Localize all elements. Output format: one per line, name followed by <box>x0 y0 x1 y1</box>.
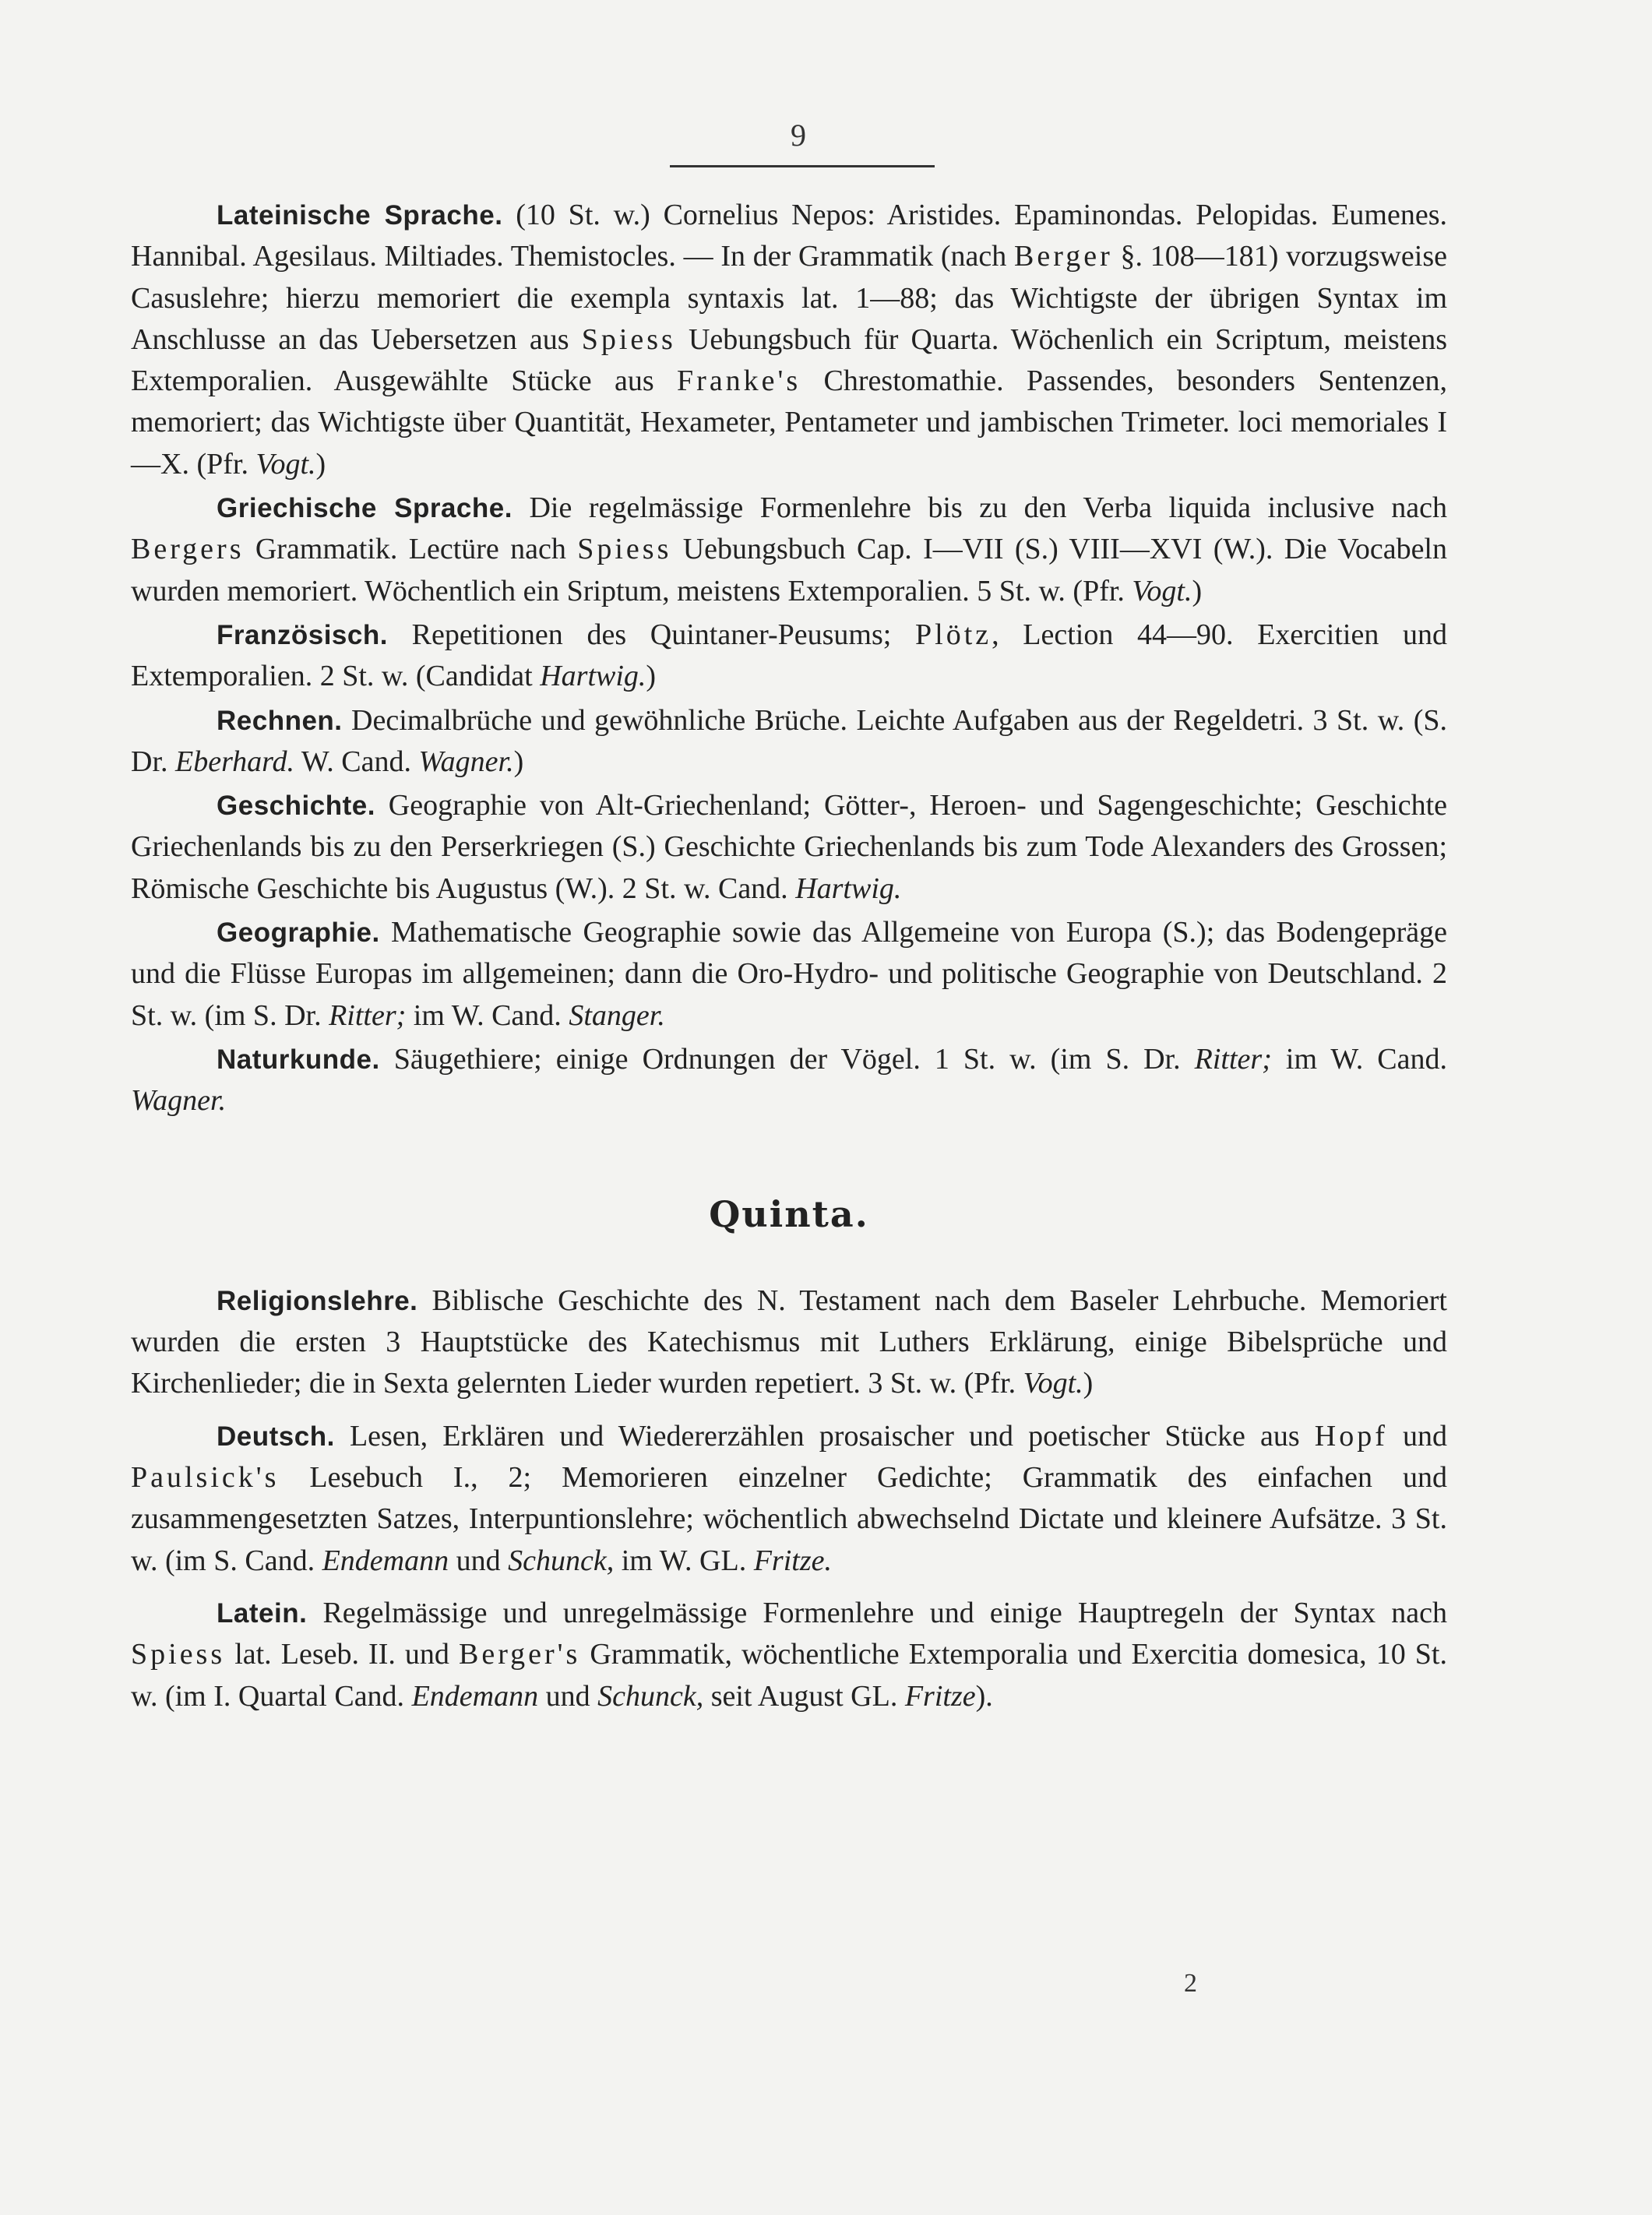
header-rule <box>670 165 935 167</box>
section-lateinische-sprache: Lateinische Sprache. (10 St. w.) Cornelius Nepos: Aristides. Epaminondas. Pelopidas. Eumenes. Hannibal. Agesilaus. Miltiades. Themistocles. — In der Grammatik (nach Berger §. 108—181) vorzugsweise Casuslehre; hierzu memoriert die exempla syntaxis lat. 1—88; das Wichtigste der übrigen Syntax im Anschlusse an das Uebersetzen aus Spiess Uebungsbuch für Quarta. Wöchenlich ein Scriptum, meistens Extemporalien. Ausgewählte Stücke aus Franke's Chrestomathie. Passendes, besonders Sentenzen, memoriert; das Wichtigste über Quantität, Hexameter, Pentameter und jambischen Trimeter. loci memoriales I—X. (Pfr. Vogt.) <box>131 199 1448 481</box>
subject-heading: Naturkunde. <box>217 1044 380 1075</box>
signature-mark: 2 <box>1184 1969 1197 1998</box>
subject-heading: Deutsch. <box>217 1421 335 1452</box>
body-text <box>131 195 1447 1720</box>
class-heading-quinta: Quinta. <box>709 1192 869 1235</box>
section-naturkunde: Naturkunde. Säugethiere; einige Ordnungen der Vögel. 1 St. w. (im S. Dr. Ritter; im W. Cand. Wagner. <box>131 1042 1447 1118</box>
subject-heading: Griechische Sprache. <box>217 493 513 524</box>
subject-heading: Geschichte. <box>217 791 375 822</box>
subject-heading: Französisch. <box>217 619 388 650</box>
section-franzoesisch: Französisch. Repetitionen des Quintaner-Peusums; Plötz, Lection 44—90. Exercitien und Extemporalien. 2 St. w. (Candidat Hartwig.) <box>131 618 1448 693</box>
subject-heading: Geographie. <box>217 917 380 949</box>
subject-heading: Lateinische Sprache. <box>217 200 503 231</box>
section-rechnen: Rechnen. Decimalbrüche und gewöhnliche Brüche. Leichte Aufgaben aus der Regeldetri. 3 St. w. (S. Dr. Eberhard. W. Cand. Wagner.) <box>131 703 1447 778</box>
section-latein: Latein. Regelmässige und unregelmässige Formenlehre und einige Hauptregeln der Syntax nach Spiess lat. Leseb. II. und Berger's Grammatik, wöchentliche Extemporalia und Exercitia domesica, 10 St. w. (im I. Quartal Cand. Endemann und Schunck, seit August GL. Fritze). <box>131 1596 1447 1713</box>
section-geographie: Geographie. Mathematische Geographie sowie das Allgemeine von Europa (S.); das Bodengepräge und die Flüsse Europas im allgemeinen; dann die Oro-Hydro- und politische Geographie von Deutschland. 2 St. w. (im S. Dr. Ritter; im W. Cand. Stanger. <box>131 916 1447 1032</box>
page-number: 9 <box>791 118 806 153</box>
section-religionslehre: Religionslehre. Biblische Geschichte des N. Testament nach dem Baseler Lehrbuche. Memoriert wurden die ersten 3 Hauptstücke des Katechismus mit Luthers Erklärung, einige Bibelsprüche und Kirchenlieder; die in Sexta gelernten Lieder wurden repetiert. 3 St. w. (Pfr. Vogt.) <box>131 1284 1447 1400</box>
subject-heading: Latein. <box>217 1597 308 1629</box>
subject-heading: Religionslehre. <box>217 1285 418 1316</box>
section-deutsch: Deutsch. Lesen, Erklären und Wiedererzählen prosaischer und poetischer Stücke aus Hopf und Paulsick's Lesebuch I., 2; Memorieren einzelner Gedichte; Grammatik des einfachen und zusammengesetzten Satzes, Interpuntionslehre; wöchentlich abwechselnd Dictate und kleinere Aufsätze. 3 St. w. (im S. Cand. Endemann und Schunck, im W. GL. Fritze. <box>131 1419 1447 1577</box>
subject-heading: Rechnen. <box>217 705 343 736</box>
section-griechische-sprache: Griechische Sprache. Die regelmässige Formenlehre bis zu den Verba liquida inclusive nach Bergers Grammatik. Lectüre nach Spiess Uebungsbuch Cap. I—VII (S.) VIII—XVI (W.). Die Vocabeln wurden memoriert. Wöchentlich ein Sriptum, meistens Extemporalien. 5 St. w. (Pfr. Vogt.) <box>131 491 1447 607</box>
section-geschichte: Geschichte. Geographie von Alt-Griechenland; Götter-, Heroen- und Sagengeschichte; Geschichte Griechenlands bis zu den Perserkriegen (S.) Geschichte Griechenlands bis zum Tode Alexanders des Grossen; Römische Geschichte bis Augustus (W.). 2 St. w. Cand. Hartwig. <box>131 789 1447 905</box>
